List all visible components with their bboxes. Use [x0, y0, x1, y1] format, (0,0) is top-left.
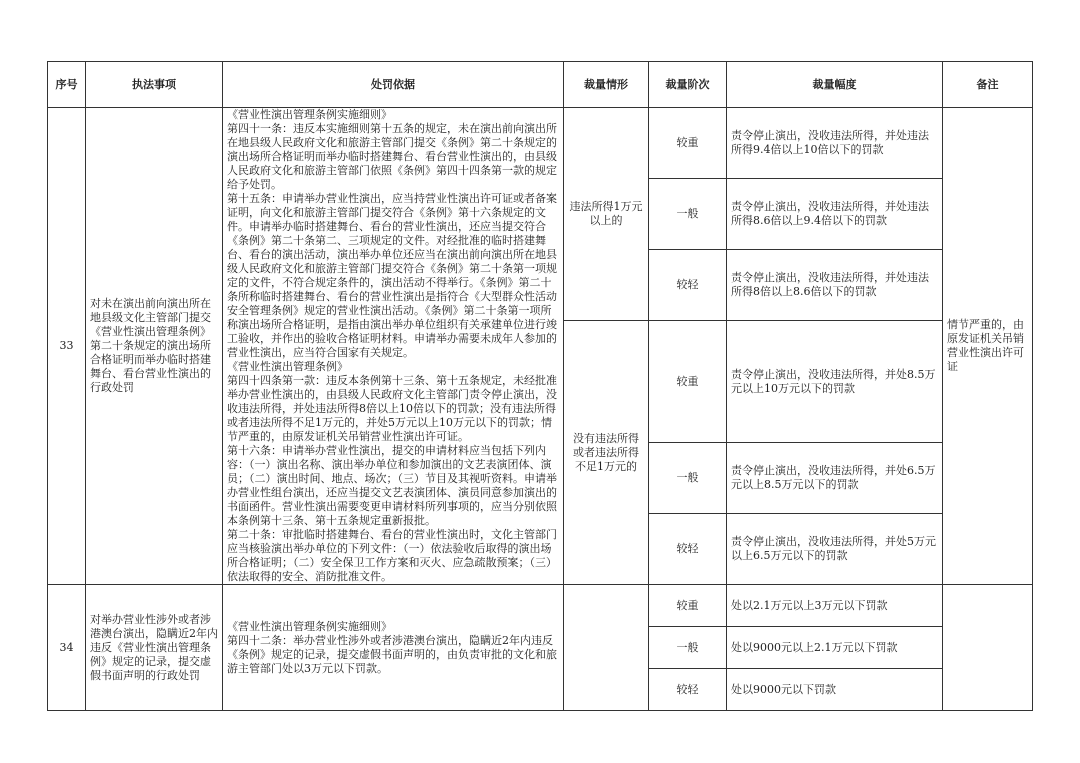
basis-cell: 《营业性演出管理条例实施细则》 第四十二条：举办营业性涉外或者涉港澳台演出，隐瞒近2年内违反《条例》规定的记录，提交虚假书面声明的，由负责审批的文化和旅游主管部门处以3万元以下罚款。 [223, 585, 564, 711]
level-cell: 一般 [649, 179, 727, 250]
range-cell: 责令停止演出，没收违法所得，并处5万元以上6.5万元以下的罚款 [727, 514, 943, 585]
header-matter: 执法事项 [86, 62, 223, 108]
range-cell: 责令停止演出，没收违法所得，并处违法所得8.6倍以上9.4倍以下的罚款 [727, 179, 943, 250]
level-cell: 较轻 [649, 669, 727, 711]
table-row-33 [48, 108, 1033, 179]
header-level: 裁量阶次 [649, 62, 727, 108]
header-situation: 裁量情形 [564, 62, 649, 108]
remark-cell [943, 585, 1033, 711]
level-cell: 较轻 [649, 514, 727, 585]
level-cell: 一般 [649, 443, 727, 514]
range-cell: 处以9000元以下罚款 [727, 669, 943, 711]
header-seq: 序号 [48, 62, 86, 108]
range-cell: 责令停止演出，没收违法所得，并处违法所得8倍以上8.6倍以下的罚款 [727, 250, 943, 321]
seq-cell: 33 [48, 108, 86, 585]
matter-cell: 对未在演出前向演出所在地县级文化主管部门提交《营业性演出管理条例》第二十条规定的演出场所合格证明而举办临时搭建舞台、看台营业性演出的行政处罚 [86, 108, 223, 585]
table-row-34 [48, 585, 1033, 627]
level-cell: 较重 [649, 108, 727, 179]
range-cell: 责令停止演出，没收违法所得，并处8.5万元以上10万元以下的罚款 [727, 321, 943, 443]
header-range: 裁量幅度 [727, 62, 943, 108]
header-basis: 处罚依据 [223, 62, 564, 108]
level-cell: 一般 [649, 627, 727, 669]
situation-cell [564, 585, 649, 711]
range-cell: 处以2.1万元以上3万元以下罚款 [727, 585, 943, 627]
level-cell: 较重 [649, 585, 727, 627]
situation-cell: 没有违法所得或者违法所得不足1万元的 [564, 321, 649, 585]
header-row [48, 62, 1033, 108]
level-cell: 较重 [649, 321, 727, 443]
basis-cell: 《营业性演出管理条例实施细则》 第四十一条：违反本实施细则第十五条的规定，未在演出前向演出所在地县级人民政府文化和旅游主管部门提交《条例》第二十条规定的演出场所合格证明而举办临时搭建舞台、看台营业性演出的，由县级人民政府文化和旅游主管部门依照《条例》第四十四条第一款的规定给予处罚。 第十五条：申请举办营业性演出，应当持营业性演出许可证或者备案证明，向文化和旅游主管部门提交符合《条例》第十六条规定的文件。申请举办临时搭建舞台、看台的营业性演出，还应当提交符合《条例》第二十条第二、三项规定的文件。对经批准的临时搭建舞台、看台的演出活动，演出举办单位还应当在演出前向演出所在地县级人民政府文化和旅游主管部门提交符合《条例》第二十条第一项规定的文件，不符合规定条件的，演出活动不得举行。《条例》第二十条所称临时搭建舞台、看台的营业性演出是指符合《大型群众性活动安全管理条例》规定的营业性演出活动。《条例》第二十条第一项所称演出场所合格证明，是指由演出举办单位组织有关承建单位进行竣工验收，并作出的验收合格证明材料。申请举办需要未成年人参加的营业性演出，应当符合国家有关规定。 《营业性演出管理条例》 第四十四条第一款：违反本条例第十三条、第十五条规定，未经批准举办营业性演出的，由县级人民政府文化主管部门责令停止演出，没收违法所得，并处违法所得8倍以上10倍以下的罚款；没有违法所得或者违法所得不足1万元的，并处5万元以上10万元以下的罚款；情节严重的，由原发证机关吊销营业性演出许可证。 第十六条：申请举办营业性演出，提交的申请材料应当包括下列内容：（一）演出名称、演出举办单位和参加演出的文艺表演团体、演员；（二）演出时间、地点、场次；（三）节目及其视听资料。申请举办营业性组台演出，还应当提交文艺表演团体、演员同意参加演出的书面函件。营业性演出需要变更申请材料所列事项的，应当分别依照本条例第十三条、第十五条规定重新报批。 第二十条：审批临时搭建舞台、看台的营业性演出时，文化主管部门应当核验演出举办单位的下列文件：（一）依法验收后取得的演出场所合格证明；（二）安全保卫工作方案和灭火、应急疏散预案；（三）依法取得的安全、消防批准文件。 [223, 108, 564, 585]
situation-cell: 违法所得1万元以上的 [564, 108, 649, 321]
range-cell: 处以9000元以上2.1万元以下罚款 [727, 627, 943, 669]
level-cell: 较轻 [649, 250, 727, 321]
remark-cell: 情节严重的，由原发证机关吊销营业性演出许可证 [943, 108, 1033, 585]
matter-cell: 对举办营业性涉外或者涉港澳台演出，隐瞒近2年内违反《营业性演出管理条例》规定的记录，提交虚假书面声明的行政处罚 [86, 585, 223, 711]
penalty-table [47, 61, 1033, 711]
header-remark: 备注 [943, 62, 1033, 108]
range-cell: 责令停止演出，没收违法所得，并处违法所得9.4倍以上10倍以下的罚款 [727, 108, 943, 179]
range-cell: 责令停止演出，没收违法所得，并处6.5万元以上8.5万元以下的罚款 [727, 443, 943, 514]
seq-cell: 34 [48, 585, 86, 711]
